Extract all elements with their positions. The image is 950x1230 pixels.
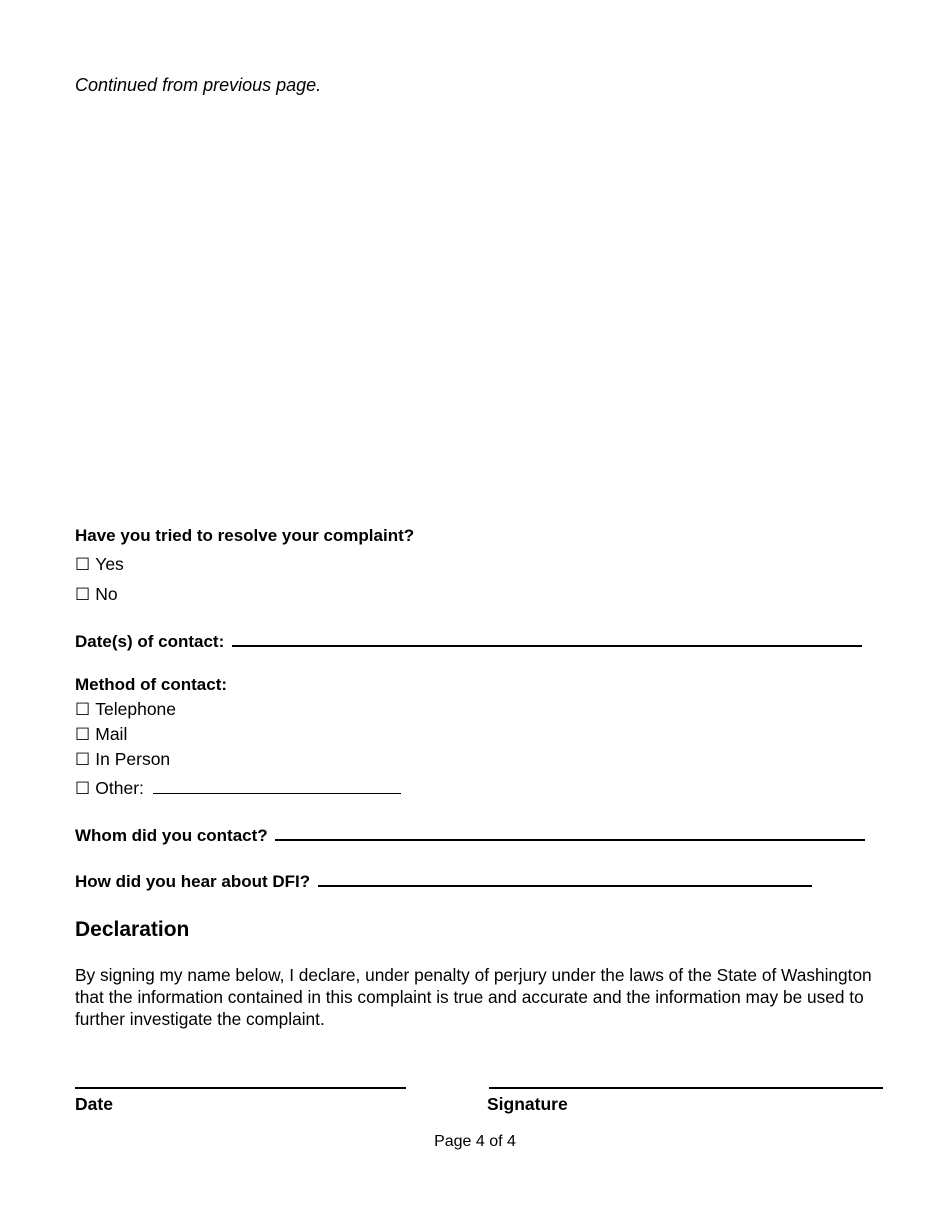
- whom-row: [75, 826, 865, 846]
- page-number: Page 4 of 4: [434, 1133, 516, 1150]
- signature-line[interactable]: [489, 1087, 883, 1089]
- hear-field[interactable]: [318, 885, 812, 887]
- dates-of-contact-label: Date(s) of contact:: [75, 632, 225, 651]
- resolve-option-yes[interactable]: [75, 554, 124, 575]
- signature-label: Signature: [487, 1094, 568, 1114]
- option-label: Mail: [95, 724, 128, 744]
- checkbox-icon[interactable]: ☐: [75, 750, 91, 769]
- method-option-in-person[interactable]: [75, 749, 170, 770]
- checkbox-icon[interactable]: ☐: [75, 725, 91, 744]
- declaration-heading: Declaration: [75, 918, 190, 941]
- option-label: No: [95, 584, 118, 604]
- option-label: In Person: [95, 749, 171, 769]
- dates-of-contact-field[interactable]: [232, 645, 862, 647]
- option-label: Telephone: [95, 699, 177, 719]
- date-label: Date: [75, 1094, 113, 1114]
- option-label: Yes: [95, 554, 124, 574]
- hear-row: [75, 872, 812, 892]
- checkbox-icon[interactable]: ☐: [75, 555, 91, 574]
- option-label: Other:: [95, 778, 144, 798]
- declaration-text: By signing my name below, I declare, under penalty of perjury under the laws of the State of Washington that the information contained in this complaint is true and accurate and the information may be used to further investigate the complaint.: [75, 965, 872, 1029]
- method-option-telephone[interactable]: [75, 699, 176, 720]
- date-signature-line[interactable]: [75, 1087, 406, 1089]
- checkbox-icon[interactable]: ☐: [75, 779, 91, 798]
- whom-label: Whom did you contact?: [75, 826, 268, 845]
- whom-field[interactable]: [275, 839, 865, 841]
- declaration-heading-wrap: [75, 918, 189, 942]
- other-method-field[interactable]: [153, 793, 401, 794]
- method-option-other[interactable]: [75, 778, 401, 799]
- method-label: Method of contact:: [75, 675, 228, 694]
- checkbox-icon[interactable]: ☐: [75, 585, 91, 604]
- continued-note: Continued from previous page.: [75, 75, 322, 95]
- dates-of-contact-row: [75, 632, 862, 652]
- method-option-mail[interactable]: [75, 724, 127, 745]
- hear-label: How did you hear about DFI?: [75, 872, 311, 891]
- checkbox-icon[interactable]: ☐: [75, 700, 91, 719]
- resolve-option-no[interactable]: [75, 584, 118, 605]
- resolve-question: Have you tried to resolve your complaint?: [75, 526, 415, 545]
